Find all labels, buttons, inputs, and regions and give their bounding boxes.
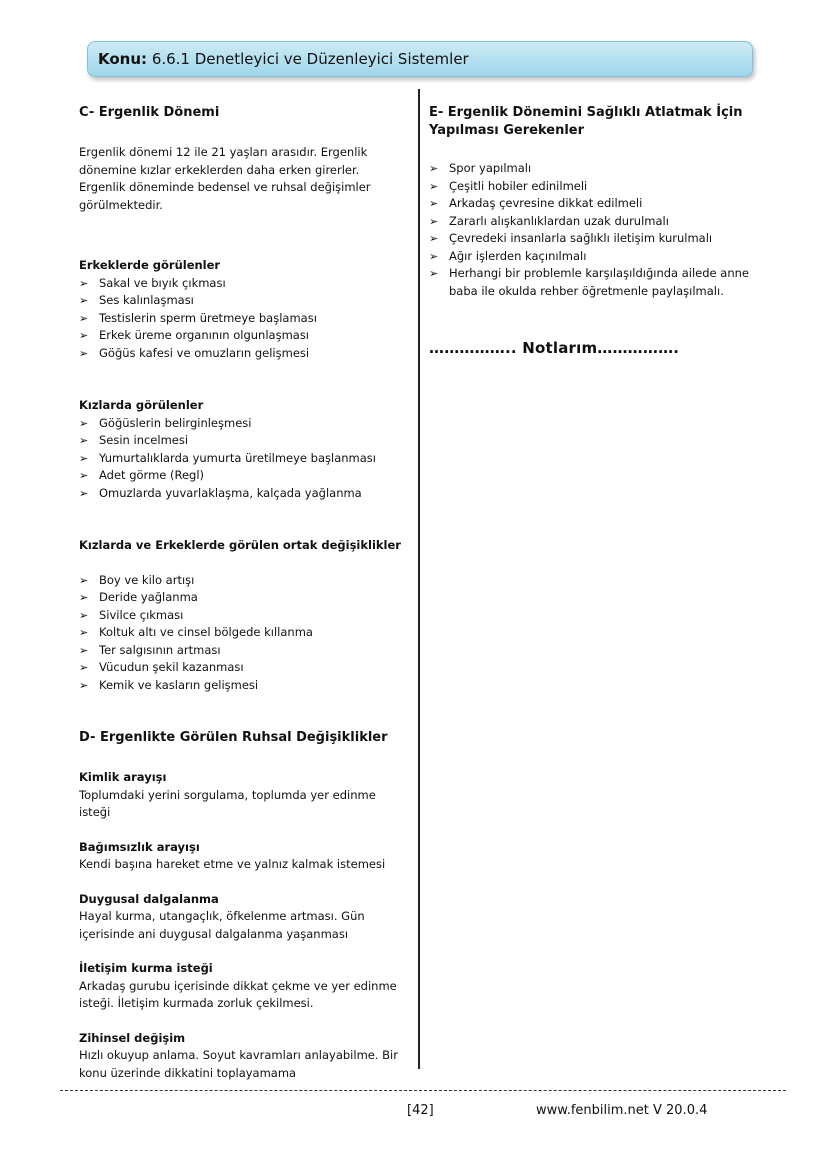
- girls-list: [79, 415, 409, 503]
- list-item: ➢ Sesin incelmesi: [79, 432, 409, 450]
- site-version: www.fenbilim.net V 20.0.4: [536, 1103, 708, 1118]
- list-item: ➢ Arkadaş çevresine dikkat edilmeli: [429, 195, 769, 213]
- arrow-bullet-icon: ➢: [79, 294, 89, 307]
- list-item: ➢ Göğüs kafesi ve omuzların gelişmesi: [79, 345, 409, 363]
- arrow-bullet-icon: ➢: [79, 469, 89, 482]
- arrow-bullet-icon: ➢: [79, 346, 89, 360]
- psych-title: Duygusal dalgalanma: [79, 891, 219, 906]
- list-item: ➢ Adet görme (Regl): [79, 467, 409, 485]
- arrow-bullet-icon: ➢: [79, 486, 89, 500]
- psych-text: Hızlı okuyup anlama. Soyut kavramları anlayabilme. Bir konu üzerinde dikkatini toplayamama: [79, 1048, 398, 1080]
- arrow-bullet-icon: ➢: [429, 214, 439, 228]
- list-item: ➢ Boy ve kilo artışı: [79, 572, 409, 590]
- arrow-bullet-icon: ➢: [79, 451, 89, 465]
- arrow-bullet-icon: ➢: [79, 573, 89, 587]
- arrow-bullet-icon: ➢: [429, 249, 439, 263]
- arrow-bullet-icon: ➢: [79, 434, 89, 447]
- arrow-bullet-icon: ➢: [429, 162, 439, 175]
- arrow-bullet-icon: ➢: [79, 591, 89, 604]
- section-d-title: D- Ergenlikte Görülen Ruhsal Değişiklikler: [79, 730, 388, 745]
- arrow-bullet-icon: ➢: [79, 276, 89, 290]
- page-number: [42]: [407, 1103, 434, 1118]
- list-item: ➢ Zararlı alışkanlıklardan uzak durulmalı: [429, 213, 769, 231]
- arrow-bullet-icon: ➢: [429, 267, 439, 280]
- list-item: ➢ Ter salgısının artması: [79, 642, 409, 660]
- psych-title: Kimlik arayışı: [79, 770, 167, 784]
- arrow-bullet-icon: ➢: [79, 416, 89, 430]
- arrow-bullet-icon: ➢: [79, 329, 89, 342]
- footer-divider: [60, 1090, 786, 1091]
- psych-text: Arkadaş gurubu içerisinde dikkat çekme ve yer edinme isteği. İletişim kurmada zorluk çekilmesi.: [79, 978, 397, 1010]
- list-item: ➢ Koltuk altı ve cinsel bölgede kıllanma: [79, 624, 409, 642]
- column-divider: [418, 89, 420, 1069]
- arrow-bullet-icon: ➢: [429, 179, 439, 193]
- common-title: Kızlarda ve Erkeklerde görülen ortak değişiklikler: [79, 538, 401, 552]
- girls-title: Kızlarda görülenler: [79, 398, 204, 412]
- psych-title: Zihinsel değişim: [79, 1030, 186, 1045]
- list-item: ➢ Deride yağlanma: [79, 589, 409, 607]
- intro-paragraph: Ergenlik dönemi 12 ile 21 yaşları arasıdır. Ergenlik dönemine kızlar erkeklerden daha erken girerler. Ergenlik döneminde bedensel ve ruhsal değişimler görülmektedir.: [79, 145, 371, 212]
- arrow-bullet-icon: ➢: [79, 311, 89, 325]
- left-column: [79, 104, 409, 1082]
- list-item: ➢ Göğüslerin belirginleşmesi: [79, 415, 409, 433]
- list-item: ➢ Çevredeki insanlarla sağlıklı iletişim kurulmalı: [429, 230, 769, 248]
- topic-banner: [87, 41, 753, 77]
- healthy-list: [429, 160, 769, 300]
- topic-label: Konu:: [98, 50, 148, 68]
- list-item: ➢ Erkek üreme organının olgunlaşması: [79, 327, 409, 345]
- arrow-bullet-icon: ➢: [79, 678, 89, 692]
- list-item: ➢ Ağır işlerden kaçınılmalı: [429, 248, 769, 266]
- list-item: ➢ Yumurtalıklarda yumurta üretilmeye başlanması: [79, 450, 409, 468]
- list-item: ➢ Sivilce çıkması: [79, 607, 409, 625]
- list-item: ➢ Omuzlarda yuvarlaklaşma, kalçada yağlanma: [79, 485, 409, 503]
- psych-text: Toplumdaki yerini sorgulama, toplumda yer edinme isteği: [79, 787, 376, 819]
- list-item: ➢ Ses kalınlaşması: [79, 292, 409, 310]
- common-list: [79, 572, 409, 695]
- boys-list: [79, 275, 409, 363]
- psych-text: Kendi başına hareket etme ve yalnız kalmak istemesi: [79, 857, 386, 871]
- list-item: ➢ Spor yapılmalı: [429, 160, 769, 178]
- arrow-bullet-icon: ➢: [429, 232, 439, 245]
- arrow-bullet-icon: ➢: [79, 608, 89, 622]
- arrow-bullet-icon: ➢: [79, 661, 89, 674]
- boys-title: Erkeklerde görülenler: [79, 258, 221, 272]
- topic-title: 6.6.1 Denetleyici ve Düzenleyici Sistemler: [151, 50, 469, 68]
- section-c-title: C- Ergenlik Dönemi: [79, 105, 220, 120]
- arrow-bullet-icon: ➢: [429, 197, 439, 210]
- list-item: ➢ Çeşitli hobiler edinilmeli: [429, 178, 769, 196]
- list-item: ➢ Kemik ve kasların gelişmesi: [79, 677, 409, 695]
- section-e-title: E- Ergenlik Dönemini Sağlıklı Atlatmak İçin Yapılması Gerekenler: [429, 105, 743, 138]
- psych-title: Bağımsızlık arayışı: [79, 839, 200, 854]
- psych-title: İletişim kurma isteği: [79, 961, 213, 975]
- list-item: ➢ Sakal ve bıyık çıkması: [79, 275, 409, 293]
- arrow-bullet-icon: ➢: [79, 626, 89, 639]
- right-column: [429, 104, 769, 358]
- notes-heading: …………….. Notlarım…………….: [429, 339, 680, 357]
- psych-text: Hayal kurma, utangaçlık, öfkelenme artması. Gün içerisinde ani duygusal dalgalanma yaşanması: [79, 909, 365, 941]
- list-item: ➢ Vücudun şekil kazanması: [79, 659, 409, 677]
- list-item: ➢ Testislerin sperm üretmeye başlaması: [79, 310, 409, 328]
- list-item: ➢ Herhangi bir problemle karşılaşıldığında ailede anne baba ile okulda rehber öğretmenle paylaşılmalı.: [429, 266, 749, 298]
- arrow-bullet-icon: ➢: [79, 643, 89, 657]
